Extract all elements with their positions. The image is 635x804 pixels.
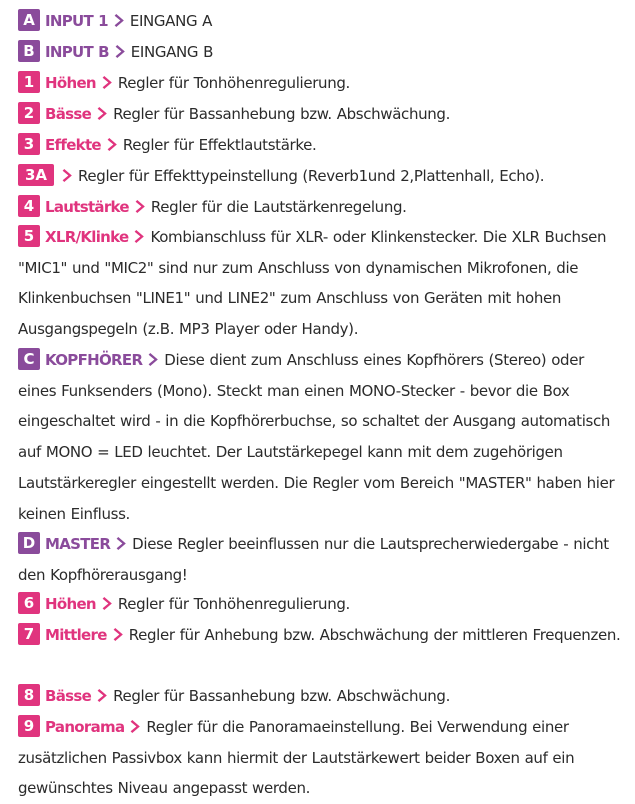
entry-text: Regler für Effektlautstärke. xyxy=(122,136,317,154)
chevron-right-icon xyxy=(133,230,146,243)
chevron-right-icon xyxy=(96,689,109,702)
chevron-right-icon xyxy=(134,200,147,213)
legend-entry-c xyxy=(18,345,623,529)
legend-entry-4 xyxy=(18,192,623,223)
legend-entry-5 xyxy=(18,222,623,345)
legend-entry-d xyxy=(18,529,623,590)
entry-title: KOPFHÖRER xyxy=(45,351,143,369)
badge-c: C xyxy=(18,348,40,370)
chevron-right-icon xyxy=(106,138,119,151)
legend-entry-a xyxy=(18,6,623,37)
chevron-right-icon xyxy=(113,14,126,27)
entry-title: Mittlere xyxy=(45,626,107,644)
entry-text: Regler für Anhebung bzw. Abschwächung der mittleren Frequenzen. xyxy=(128,626,621,644)
badge-5: 5 xyxy=(18,225,40,247)
entry-text: Regler für die Lautstärkenregelung. xyxy=(150,198,407,216)
badge-9: 9 xyxy=(18,715,40,737)
legend-entry-3a xyxy=(18,161,623,192)
entry-title: INPUT 1 xyxy=(45,12,108,30)
chevron-right-icon xyxy=(147,353,160,366)
entry-title: Effekte xyxy=(45,136,101,154)
legend-entry-9 xyxy=(18,712,623,804)
entry-text: Regler für Tonhöhenregulierung. xyxy=(117,74,350,92)
entry-text: Diese dient zum Anschluss eines Kopfhörers (Stereo) oder eines Funksenders (Mono). Steckt man einen MONO-Stecker - bevor die Box eingeschaltet wird - in die Kopfhörerbuchse, so schaltet der Ausgang automatisch auf MONO = LED leuchtet. Der Lautstärkepegel kann mit dem zugehörigen Lautstärkeregler eingestellt werden. Die Regler vom Bereich "MASTER" haben hier keinen Einfluss. xyxy=(18,351,615,523)
chevron-right-icon xyxy=(129,720,142,733)
entry-title: MASTER xyxy=(45,535,111,553)
badge-6: 6 xyxy=(18,592,40,614)
entry-text: Regler für Bassanhebung bzw. Abschwächung. xyxy=(113,687,451,705)
entry-title: XLR/Klinke xyxy=(45,228,129,246)
legend-entry-7 xyxy=(18,620,623,651)
entry-text: Regler für Effekttypeinstellung (Reverb1und 2,Plattenhall, Echo). xyxy=(78,167,545,185)
entry-title: INPUT B xyxy=(45,43,109,61)
badge-d: D xyxy=(18,532,40,554)
entry-text: Regler für Tonhöhenregulierung. xyxy=(117,595,350,613)
chevron-right-icon xyxy=(61,169,74,182)
chevron-right-icon xyxy=(101,597,114,610)
chevron-right-icon xyxy=(114,45,127,58)
chevron-right-icon xyxy=(115,537,128,550)
legend-entry-8 xyxy=(18,681,623,712)
badge-4: 4 xyxy=(18,195,40,217)
badge-a: A xyxy=(18,9,40,31)
badge-3: 3 xyxy=(18,133,40,155)
chevron-right-icon xyxy=(101,76,114,89)
badge-7: 7 xyxy=(18,623,40,645)
entry-text: Regler für die Panoramaeinstellung. Bei Verwendung einer zusätzlichen Passivbox kann hiermit der Lautstärkewert beider Boxen auf ein gewünschtes Niveau angepasst werden. xyxy=(18,718,575,798)
badge-2: 2 xyxy=(18,102,40,124)
legend-entry-3 xyxy=(18,130,623,161)
badge-3a: 3A xyxy=(18,164,54,186)
chevron-right-icon xyxy=(96,107,109,120)
chevron-right-icon xyxy=(112,628,125,641)
badge-1: 1 xyxy=(18,71,40,93)
entry-title: Panorama xyxy=(45,718,125,736)
entry-text: EINGANG A xyxy=(129,12,213,30)
legend-entry-b xyxy=(18,37,623,68)
entry-text: EINGANG B xyxy=(130,43,214,61)
legend-entry-6 xyxy=(18,589,623,620)
entry-title: Höhen xyxy=(45,74,96,92)
badge-8: 8 xyxy=(18,684,40,706)
legend-entry-1 xyxy=(18,68,623,99)
entry-title: Höhen xyxy=(45,595,96,613)
entry-text: Kombianschluss für XLR- oder Klinkenstecker. Die XLR Buchsen "MIC1" und "MIC2" sind nur zum Anschluss von dynamischen Mikrofonen, die Klinkenbuchsen "LINE1" und LINE2" zum Anschluss von Geräten mit hohen Ausgangspegeln (z.B. MP3 Player oder Handy). xyxy=(18,228,607,339)
entry-title: Bässe xyxy=(45,105,92,123)
entry-title: Lautstärke xyxy=(45,198,129,216)
badge-b: B xyxy=(18,40,40,62)
entry-title: Bässe xyxy=(45,687,92,705)
entry-text: Regler für Bassanhebung bzw. Abschwächung. xyxy=(113,105,451,123)
legend-entry-2 xyxy=(18,99,623,130)
entry-text: Diese Regler beeinflussen nur die Lautsprecherwiedergabe - nicht den Kopfhörerausgang! xyxy=(18,535,609,584)
